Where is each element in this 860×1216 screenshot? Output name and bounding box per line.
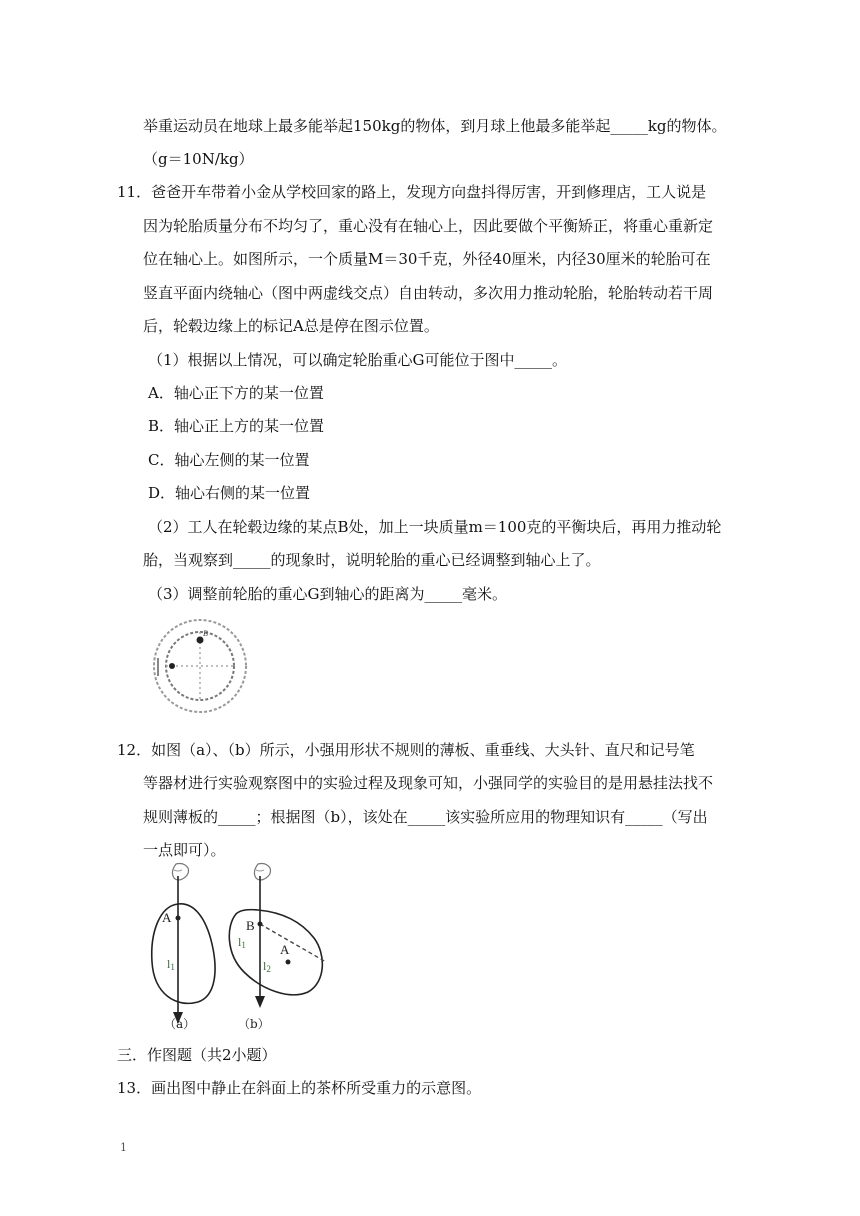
q10-text-line-2: （g＝10N/kg）	[143, 150, 254, 168]
point-b-pin	[258, 922, 263, 927]
q11-text-line-2: 因为轮胎质量分布不均匀了，重心没有在轴心上，因此要做个平衡矫正，将重心重新定	[143, 217, 714, 235]
q11-option-a: A．轴心正下方的某一位置	[148, 384, 324, 402]
q12-text-line-1: 12．如图（a）、（b）所示，小强用形状不规则的薄板、重垂线、大头针、直尺和记号笔	[117, 741, 695, 759]
page-number: 1	[120, 1141, 127, 1154]
line-l1-subscript-a: 1	[170, 962, 175, 972]
q12-text-line-2: 等器材进行实验观察图中的实验过程及现象可知，小强同学的实验目的是用悬挂法找不	[143, 774, 714, 792]
point-a-dot	[169, 663, 175, 669]
hand-icon	[254, 864, 270, 881]
line-l2-label-b: l	[263, 959, 267, 973]
q11-text-line-5: 后，轮毂边缘上的标记A总是停在图示位置。	[143, 317, 439, 335]
q12-text-line-3: 规则薄板的_____；根据图（b），该处在_____该实验所应用的物理知识有_____（写出	[143, 808, 708, 826]
caption-a: （a）	[164, 1017, 196, 1031]
line-l1-label-b: l	[238, 935, 242, 949]
q13-text: 13．画出图中静止在斜面上的茶杯所受重力的示意图。	[117, 1079, 482, 1097]
q12-text-line-4: 一点即可）。	[143, 841, 226, 859]
line-l2-subscript-b: 2	[266, 964, 271, 974]
caption-b: （b）	[238, 1017, 270, 1031]
q11-part2-line-2: 胎，当观察到_____的现象时，说明轮胎的重心已经调整到轴心上了。	[143, 551, 601, 569]
plate-figure-b	[229, 864, 326, 1032]
q10-text-line-1: 举重运动员在地球上最多能举起150kg的物体，到月球上他最多能举起_____kg的物体。	[143, 117, 727, 135]
plumb-arrow-b	[255, 996, 265, 1008]
q11-option-b: B．轴心正上方的某一位置	[148, 417, 325, 435]
svg-text:l1	[238, 935, 246, 950]
q11-option-c: C．轴心左侧的某一位置	[148, 451, 310, 469]
svg-text:l1	[167, 957, 175, 972]
line-l1-subscript-b: 1	[241, 940, 246, 950]
plate-figure	[140, 862, 340, 1034]
line-l1-label-a: l	[167, 957, 171, 971]
dashed-line-l1	[260, 924, 326, 962]
point-a-pin-b	[286, 960, 291, 965]
point-b-label: B	[203, 629, 208, 638]
svg-text:l2	[263, 959, 271, 974]
q11-part1: （1）根据以上情况，可以确定轮胎重心G可能位于图中_____。	[148, 351, 568, 369]
plate-b-point-a-label: A	[280, 942, 290, 957]
plate-b-point-b-label: B	[246, 918, 255, 933]
section-3-heading: 三．作图题（共2小题）	[117, 1046, 277, 1064]
point-a-pin	[176, 916, 181, 921]
q11-text-line-1: 11．爸爸开车带着小金从学校回家的路上，发现方向盘抖得厉害，开到修理店，工人说是	[117, 183, 707, 201]
plate-a-point-label: A	[162, 910, 172, 925]
q11-option-d: D．轴心右侧的某一位置	[148, 484, 311, 502]
q11-part2-line-1: （2）工人在轮毂边缘的某点B处，加上一块质量m＝100克的平衡块后，再用力推动轮	[148, 518, 722, 536]
q11-text-line-3: 位在轴心上。如图所示，一个质量M＝30千克，外径40厘米，内径30厘米的轮胎可在	[143, 250, 711, 268]
q11-part3: （3）调整前轮胎的重心G到轴心的距离为_____毫米。	[148, 585, 508, 603]
hand-icon	[172, 864, 188, 881]
plate-figure-a	[152, 864, 215, 1032]
wheel-figure	[148, 618, 252, 718]
q11-text-line-4: 竖直平面内绕轴心（图中两虚线交点）自由转动，多次用力推动轮胎，轮胎转动若干周	[143, 284, 714, 302]
